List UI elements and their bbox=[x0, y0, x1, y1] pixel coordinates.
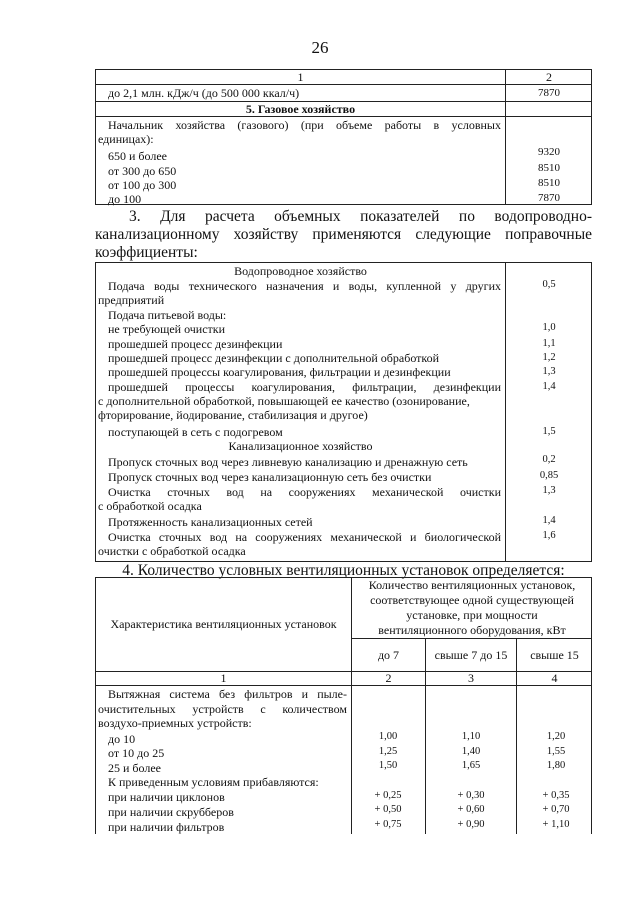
subheader-upto-7: до 7 bbox=[377, 648, 400, 662]
intro-line3: воздухо-приемных устройств: bbox=[98, 716, 252, 730]
row-label: при наличии фильтров bbox=[108, 820, 225, 834]
row-value: 1,4 bbox=[542, 515, 556, 526]
section-title-gas: 5. Газовое хозяйство bbox=[245, 102, 356, 116]
row-value: 7870 bbox=[538, 192, 560, 204]
row-label: не требующей очистки bbox=[108, 322, 226, 336]
row-label: от 300 до 650 bbox=[108, 164, 177, 178]
column-number-2: 2 bbox=[385, 671, 392, 685]
row-value: + 0,60 bbox=[457, 804, 485, 815]
table-ventilation bbox=[95, 577, 592, 834]
row-value: 1,20 bbox=[546, 731, 566, 742]
column-number-3: 3 bbox=[468, 671, 474, 685]
page-number: 26 bbox=[311, 38, 329, 57]
row-value: + 0,50 bbox=[374, 804, 402, 815]
row-label: прошедшей процесс дезинфекции bbox=[108, 337, 283, 351]
row-value: 1,2 bbox=[542, 352, 556, 363]
mech-line2: с обработкой осадка bbox=[98, 499, 202, 513]
row-divider bbox=[96, 116, 591, 117]
row-label: при наличии скрубберов bbox=[108, 805, 234, 819]
row-value: 1,0 bbox=[542, 322, 556, 333]
row-value: + 0,25 bbox=[374, 790, 402, 801]
column-header-2: 2 bbox=[546, 70, 552, 84]
intro-line1: Вытяжная система без фильтров и пыле- bbox=[108, 687, 347, 701]
column-number-4: 4 bbox=[551, 671, 558, 685]
paragraph-line: 3. Для расчета объемных показателей по водопроводно- bbox=[129, 208, 592, 225]
row-label: прошедшей процессы коагулирования, фильтрации и дезинфекции bbox=[108, 365, 451, 379]
row-label: до 2,1 млн. кДж/ч (до 500 000 ккал/ч) bbox=[108, 86, 300, 100]
complex-line3: фторирование, йодирование, стабилизация и другое) bbox=[98, 408, 368, 422]
column-number-1: 1 bbox=[220, 671, 227, 685]
row-divider bbox=[351, 638, 591, 639]
row-label: поступающей в сеть с подогревом bbox=[108, 425, 283, 439]
header-quantity bbox=[352, 578, 592, 638]
gas-intro-line1: Начальник хозяйства (газового) (при объеме работы в условных bbox=[108, 118, 501, 132]
subheader-over-15: свыше 15 bbox=[530, 648, 579, 662]
row-value: 1,1 bbox=[542, 338, 556, 349]
row-label: до 100 bbox=[108, 192, 142, 206]
paragraph-4: 4. Количество условных вентиляционных установок определяется: bbox=[122, 562, 565, 579]
row-value: 1,55 bbox=[546, 746, 566, 757]
row-value: + 0,75 bbox=[374, 819, 402, 830]
mech-line1: Очистка сточных вод на сооружениях механической очистки bbox=[108, 485, 501, 499]
row-value: 1,00 bbox=[378, 731, 398, 742]
row-value: 1,3 bbox=[542, 366, 556, 377]
row-value: + 0,35 bbox=[542, 790, 570, 801]
header-quantity-line: Количество вентиляционных установок, bbox=[368, 578, 576, 592]
section-title-water: Водопроводное хозяйство bbox=[234, 264, 367, 278]
row-value: 1,3 bbox=[542, 485, 556, 496]
row-value: + 0,30 bbox=[457, 790, 485, 801]
row-label: Протяженность канализационных сетей bbox=[108, 515, 313, 529]
header-quantity-line: установке, при мощности bbox=[406, 608, 538, 622]
row-value: 8510 bbox=[538, 177, 560, 189]
row-value: + 1,10 bbox=[542, 819, 570, 830]
row-value: + 0,90 bbox=[457, 819, 485, 830]
paragraph-line: канализационному хозяйству применяются следующие поправочные bbox=[95, 226, 592, 243]
additions-title: К приведенным условиям прибавляются: bbox=[108, 775, 319, 789]
row-value: 1,80 bbox=[546, 760, 566, 771]
row-value: 7870 bbox=[538, 87, 560, 99]
header-characteristic: Характеристика вентиляционных установок bbox=[110, 617, 337, 631]
row-value: 1,50 bbox=[378, 760, 398, 771]
row-value: 0,2 bbox=[542, 454, 556, 465]
paragraph-line: коэффициенты: bbox=[95, 244, 198, 261]
row-value: 8510 bbox=[538, 162, 560, 174]
row-value: 1,5 bbox=[542, 426, 556, 437]
tech-water-line2: предприятий bbox=[98, 293, 165, 307]
row-value: 1,10 bbox=[461, 731, 481, 742]
section-title-sewer: Канализационное хозяйство bbox=[228, 439, 373, 453]
row-value: 1,4 bbox=[542, 381, 556, 392]
row-label: при наличии циклонов bbox=[108, 790, 225, 804]
row-value: 0,5 bbox=[542, 279, 556, 290]
row-divider bbox=[96, 84, 591, 85]
table-boiler-gas bbox=[95, 69, 592, 205]
header-quantity-line: вентиляционного оборудования, кВт bbox=[378, 623, 566, 637]
gas-intro-line2: единицах): bbox=[98, 132, 154, 146]
bio-line2: очистки с обработкой осадка bbox=[98, 544, 246, 558]
column-header-1: 1 bbox=[297, 70, 304, 84]
row-value: 9320 bbox=[538, 146, 560, 158]
row-value: 1,25 bbox=[378, 746, 398, 757]
header-quantity-line: соответствующее одной существующей bbox=[370, 593, 574, 607]
intro-line2: очистительных устройств с количеством bbox=[98, 702, 347, 716]
complex-line2: с дополнительной обработкой, повышающей ее качество (озонирование, bbox=[98, 394, 470, 408]
row-label: до 10 bbox=[108, 732, 136, 746]
subheader-7-to-15: свыше 7 до 15 bbox=[434, 648, 508, 662]
table-water-sewer-coefficients bbox=[95, 262, 592, 562]
row-label: прошедшей процесс дезинфекции с дополнительной обработкой bbox=[108, 351, 440, 365]
row-label: от 100 до 300 bbox=[108, 178, 177, 192]
row-value: 1,40 bbox=[461, 746, 481, 757]
row-label: Пропуск сточных вод через канализационную сеть без очистки bbox=[108, 470, 432, 484]
tech-water-line1: Подача воды технического назначения и воды, купленной у других bbox=[108, 279, 501, 293]
bio-line1: Очистка сточных вод на сооружениях механической и биологической bbox=[108, 530, 501, 544]
row-label: 650 и более bbox=[108, 149, 168, 163]
row-label: от 10 до 25 bbox=[108, 746, 165, 760]
row-value: 1,65 bbox=[461, 760, 481, 771]
row-value: 1,6 bbox=[542, 530, 556, 541]
complex-line1: прошедшей процессы коагулирования, фильтрации, дезинфекции bbox=[108, 380, 501, 394]
row-label: Пропуск сточных вод через ливневую канализацию и дренажную сеть bbox=[108, 455, 468, 469]
drinking-title: Подача питьевой воды: bbox=[108, 308, 227, 322]
row-value: + 0,70 bbox=[542, 804, 570, 815]
paragraph-3 bbox=[95, 208, 592, 262]
row-value: 0,85 bbox=[539, 470, 559, 481]
row-label: 25 и более bbox=[108, 761, 162, 775]
